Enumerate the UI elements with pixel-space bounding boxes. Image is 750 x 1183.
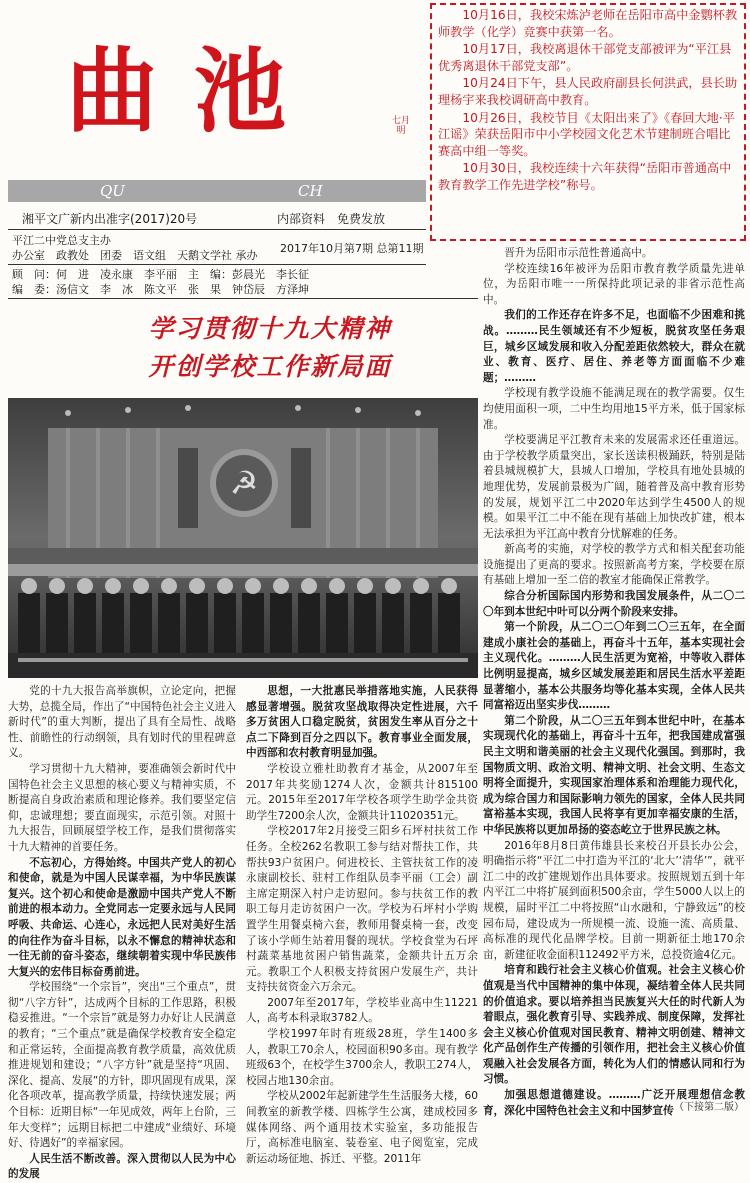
article-column-left xyxy=(8,684,236,1181)
issue-number: 2017年10月第7期 总第11期 xyxy=(280,242,424,255)
news-item: 10月16日，我校宋炼泸老师在岳阳市高中金鹦杯教师教学（化学）竞赛中获第一名。 xyxy=(438,8,738,39)
staff-line-1: 顾 问：何 进 凌永康 李平丽 主 编：彭晨光 李长征 xyxy=(12,268,309,281)
permit-number: 湘平文广新内出准字(2017)20号 xyxy=(22,212,198,226)
news-item: 10月24日下午，县人民政府副县长何洪武，县长助理杨宇来我校调研高中教育。 xyxy=(438,76,738,107)
headline xyxy=(60,310,480,386)
article-paragraph: 新高考的实施，对学校的教学方式和相关配套功能设施提出了更高的要求。按照新高考方案，学校要在原有基础上增加一至二倍的教室才能确保正常教学。 xyxy=(483,543,745,587)
headline-line-1: 学习贯彻十九大精神 xyxy=(148,314,392,343)
staff-line-2: 编 委：汤信文 李 冰 陈文平 张 果 钟岱辰 方泽坤 xyxy=(12,283,309,296)
article-paragraph: 学校要满足平江教育未来的发展需求还任重道远。由于学校教学质量突出，家长送读积极踊跃，特别是陆着县城规模扩大，县城人口增加，学校具有地处县城的地理优势，发展前景极为广阔，随着普及高中教育形势的发展，规划平江二中2020年达到学生4500人的规模。如果平江二中不能在现有基础上加快改扩建，根本无法承担为平江高中教育分忧解难的任务。 xyxy=(483,434,745,540)
article-paragraph: 2016年8月8日黄伟雄县长来校召开县长办公会，明确指示将“平江二中打造为平江的‘北大’‘清华’”，就平江二中的改扩建规划作出具体要求。按照规划五到十年内平江二中将扩展到面积500余亩，学生5000人以上的规模，届时平江二中将按照“山水融和，宁静致远”的校园布局，建设成为一所规模一流、设施一流、高质量、高标准的现代化品牌学校。目前一期新征土地170余亩，新建征收金面积112492平方米，总投资逾4亿元。 xyxy=(483,839,745,961)
headline-line-2: 开创学校工作新局面 xyxy=(148,352,392,381)
article-paragraph: 不忘初心，方得始终。中国共产党人的初心和使命，就是为中国人民谋幸福，为中华民族谋复兴。这个初心和使命是激励中国共产党人不断前进的根本动力。全党同志一定要永远与人民同呼吸、共命运、心连心，永远把人民对美好生活的向往作为奋斗目标，以永不懈怠的精神状态和一往无前的奋斗姿态，继续朝着实现中华民族伟大复兴的宏伟目标奋勇前进。 xyxy=(8,856,236,978)
sponsor-line-2: 办公室 政教处 团委 语文组 天鹅文学社 承办 xyxy=(12,249,258,262)
calligrapher-signature: 七月明 xyxy=(391,116,410,136)
article-paragraph: 学校2017年2月接受三阳乡石坪村扶贫工作任务。全校262名教职工参与结对帮扶工作，共帮扶93户贫困户。何进校长、主管扶贫工作的凌永康副校长、驻村工作组队员李平丽（工会）副主席定期深入村户走访慰问。参与扶贫工作的教职工每月走访贫困户一次。学校为石坪村小学购置学生用餐桌椅六套，教师用餐桌椅一套，改变了该小学师生站着用餐的现状。学校食堂为石坪村蔬菜基地贫困户销售蔬菜，金额共计五万余元。教职工个人积极支持贫困户发展生产，共计支持扶贫资金六万余元。 xyxy=(246,825,478,994)
internal-note: 内部资料 免费发放 xyxy=(277,212,386,226)
article-paragraph: 晋升为岳阳市示范性普通高中。 xyxy=(504,247,653,259)
article-paragraph: 思想，一大批惠民举措落地实施，人民获得感显著增强。脱贫攻坚战取得决定性进展，六千多万贫困人口稳定脱贫，贫困发生率从百分之十点二下降到百分之四以下。教育事业全面发展，中西部和农村教育明显加强。 xyxy=(246,685,478,760)
article-paragraph: 人民生活不断改善。深入贯彻以人民为中心的发展 xyxy=(8,1152,236,1181)
article-paragraph: 学校现有教学设施不能满足现在的教学需要。仅生均使用面积一项，二中生均用地15平方米，低于国家标准。 xyxy=(483,387,745,431)
masthead xyxy=(8,8,426,178)
news-brief-box xyxy=(430,3,746,241)
pinyin-left: QU xyxy=(100,182,125,200)
news-item: 10月26日，我校节目《太阳出来了》《春回大地·平江谣》荣获岳阳市中小学校园文化艺术节建制班合唱比赛高中组一等奖。 xyxy=(438,110,735,158)
article-paragraph: 加强思想道德建设。………广泛开展理想信念教育，深化中国特色社会主义和中国梦宣传 xyxy=(483,1089,745,1117)
article-paragraph: 学校设立雅杜助教育才基金，从2007年至2017年共奖励1274人次，金额共计815100元。2015年至2017年学校各项学生助学金共资助学生7200余人次，金额共计11020351元。 xyxy=(246,762,478,822)
staff-box xyxy=(8,264,478,299)
article-paragraph: 学校连续16年被评为岳阳市教育教学质量先进单位，为岳阳市唯一一所保持此项记录的非省示范性高中。 xyxy=(483,262,745,306)
article-paragraph: 培育和践行社会主义核心价值观。社会主义核心价值观是当代中国精神的集中体现，凝结着全体人民共同的价值追求。要以培养担当民族复兴大任的时代新人为着眼点，强化教育引导、实践养成、制度保障，发挥社会主义核心价值观对国民教育、精神文明创建、精神文化产品创作生产传播的引领作用，把社会主义核心价值观融入社会发展各方面，转化为人们的情感认同和行为习惯。 xyxy=(483,964,745,1086)
continued-note: （下接第二版） xyxy=(674,1102,744,1113)
article-paragraph: 第二个阶段，从二〇三五年到本世纪中叶，在基本实现现代化的基础上，再奋斗十五年，把我国建成富强民主文明和谐美丽的社会主义现代化强国。到那时，我国物质文明、政治文明、精神文明、社会文明、生态文明将全面提升，实现国家治理体系和治理能力现代化，成为综合国力和国际影响力领先的国家，全体人民共同富裕基本实现，我国人民将享有更加幸福安康的生活，中华民族将以更加昂扬的姿态屹立于世界民族之林。 xyxy=(483,714,745,836)
article-paragraph: 学校1997年时有班级28班，学生1400多人，教职工70余人，校园面积90多亩。现有教学班级63个，在校学生3700余人，教职工274人，校园占地130余亩。 xyxy=(246,1028,478,1087)
article-paragraph: 综合分析国际国内形势和我国发展条件，从二〇二〇年到本世纪中叶可以分两个阶段来安排。 xyxy=(483,590,745,618)
congress-photo-illustration xyxy=(8,398,478,678)
article-paragraph: 党的十九大报告高举旗帜，立论定向，把握大势，总揽全局，作出了“中国特色社会主义进入新时代”的重大判断，提出了具有全局性、战略性、前瞻性的行动纲领，具有划时代的里程碑意义。 xyxy=(8,685,236,760)
article-paragraph: 学校从2002年起新建学生生活服务大楼，60间教室的新教学楼、四栋学生公寓，建成校园多媒体网络、两个通用技术实验室，多功能报告厅，高标准电脑室、装卷室、电子阅览室，完成新运动场征地、拆迁、平整。2011年 xyxy=(246,1090,478,1165)
news-item: 10月30日，我校连续十六年获得“岳阳市普通高中教育教学工作先进学校”称号。 xyxy=(438,161,732,192)
congress-photo xyxy=(8,398,478,678)
permit-row xyxy=(22,210,422,228)
news-item: 10月17日，我校离退休干部党支部被评为“平江县优秀离退休干部党支部”。 xyxy=(438,42,732,73)
article-paragraph: 学习贯彻十九大精神，要准确领会新时代中国特色社会主义思想的核心要义与精神实质，不断提高自身政治素质和理论修养。我们要坚定信仰，忠诚理想；要直面现实，示范引领。对照十九大报告，回顾展望学校工作，是我们贯彻落实十九大精神的首要任务。 xyxy=(8,762,236,853)
article-column-middle xyxy=(246,684,478,1165)
sponsor-line-1: 平江二中党总支主办 xyxy=(12,234,111,247)
article-paragraph: 2007年至2017年，学校毕业高中生11221人，高考本科录取3782人。 xyxy=(246,996,478,1025)
pinyin-bar xyxy=(8,180,426,202)
article-paragraph: 我们的工作还存在许多不足，也面临不少困难和挑战。………民生领域还有不少短板，脱贫攻坚任务艰巨，城乡区域发展和收入分配差距依然较大，群众在就业、教育、医疗、居住、养老等方面面临不少难题；……… xyxy=(483,309,745,384)
article-paragraph: 第一个阶段，从二〇二〇年到二〇三五年，在全面建成小康社会的基础上，再奋斗十五年，基本实现社会主义现代化。………人民生活更为宽裕，中等收入群体比例明显提高，城乡区域发展差距和居民生活水平差距显著缩小，基本公共服务均等化基本实现，全体人民共同富裕迈出坚实步伐……… xyxy=(483,621,745,712)
sponsor-box xyxy=(8,229,426,265)
article-paragraph: 学校围绕“一个宗旨”，突出“三个重点”，贯彻“八字方针”，达成两个目标的工作思路，积极稳妥推进。“一个宗旨”就是努力办好让人民满意的教育；“三个重点”就是确保学校教育安全稳定和正常运转，全面提高教育教学质量，高效优质推进规划和建设；“八字方针”就是坚持“巩固、深化、提高、发展”的方针，即巩固现有成果，深化各项改革，提高教学质量，持续快速发展；两个目标：近期目标“一年见成效，两年上台阶，三年大变样”；远期目标把二中建成“业绩好、环境好、待遇好”的幸福家园。 xyxy=(8,981,236,1150)
newspaper-title: 曲池 xyxy=(66,38,323,145)
svg-text:☭: ☭ xyxy=(229,464,259,502)
pinyin-right: CH xyxy=(298,182,323,200)
